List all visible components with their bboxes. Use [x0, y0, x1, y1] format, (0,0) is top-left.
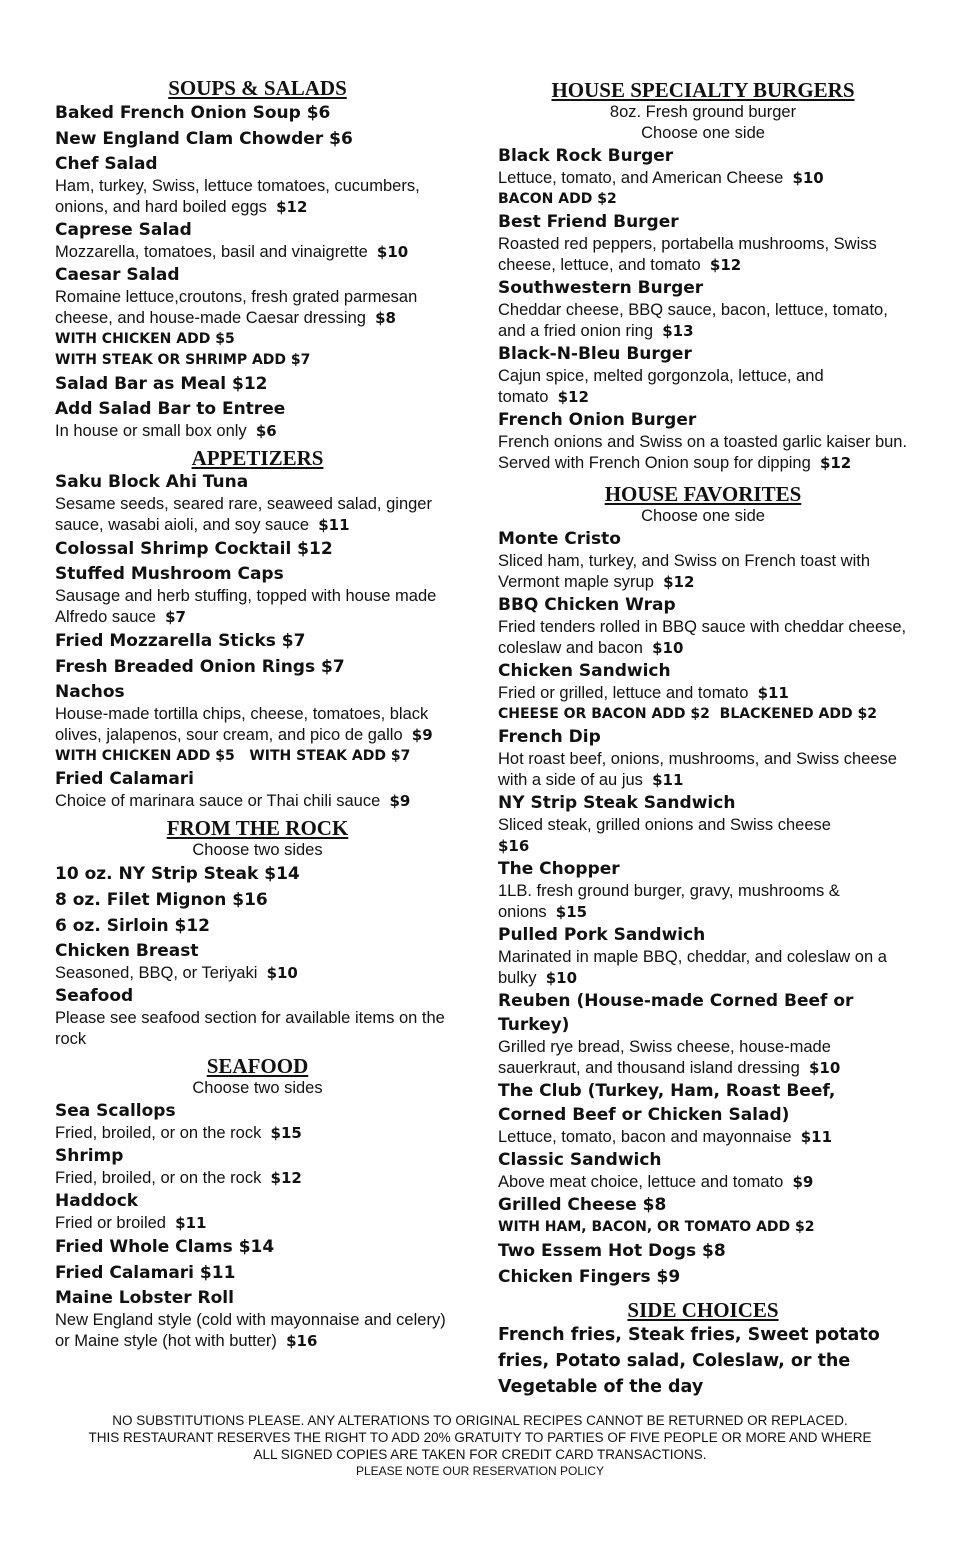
item-name: Chef Salad — [55, 154, 158, 174]
menu-item — [55, 218, 460, 263]
item-price: $9 — [389, 792, 411, 810]
menu-item — [55, 562, 460, 628]
section-from-the-rock — [55, 816, 460, 1050]
item-price: $7 — [165, 608, 186, 626]
menu-item: Fried Mozzarella Sticks $7 — [55, 631, 306, 651]
item-name: Best Friend Burger — [498, 212, 679, 232]
menu-item — [498, 527, 908, 593]
item-description: Above meat choice, lettuce and tomato $9 — [498, 1173, 814, 1191]
menu-item — [55, 939, 460, 984]
menu-item — [55, 1286, 460, 1352]
addon-note: CHEESE OR BACON ADD $2 BLACKENED ADD $2 — [498, 706, 877, 722]
item-description: 1LB. fresh ground burger, gravy, mushrooms & onions $15 — [498, 882, 840, 921]
item-name: BBQ Chicken Wrap — [498, 595, 676, 615]
footer-line: THIS RESTAURANT RESERVES THE RIGHT TO ADD 20% GRATUITY TO PARTIES OF FIVE PEOPLE OR MORE AND WHERE ALL SIGNED COPIES ARE TAKEN FOR CREDIT CARD TRANSACTIONS. — [88, 1430, 872, 1462]
menu-item — [498, 659, 908, 725]
item-name: The Chopper — [498, 859, 620, 879]
item-price: $9 — [792, 1173, 814, 1191]
item-price: $8 — [375, 309, 396, 327]
item-name: Fried Calamari — [55, 769, 194, 789]
menu-item: Fried Calamari $11 — [55, 1263, 236, 1283]
menu-item — [498, 276, 908, 342]
addon-note: BACON ADD $2 — [498, 191, 617, 207]
item-description: Fried, broiled, or on the rock $12 — [55, 1169, 302, 1187]
menu-item — [498, 342, 908, 408]
menu-item — [55, 680, 460, 767]
section-title: SIDE CHOICES — [627, 1298, 779, 1322]
item-name: Chicken Breast — [55, 941, 199, 961]
item-price: $11 — [175, 1214, 207, 1232]
section-title: SOUPS & SALADS — [168, 76, 347, 100]
menu-item: New England Clam Chowder $6 — [55, 129, 353, 149]
item-name: Stuffed Mushroom Caps — [55, 564, 284, 584]
item-description: Romaine lettuce,croutons, fresh grated parmesan cheese, and house-made Caesar dressing $8 — [55, 288, 418, 327]
menu-item: Fresh Breaded Onion Rings $7 — [55, 657, 345, 677]
item-description: Ham, turkey, Swiss, lettuce tomatoes, cucumbers, onions, and hard boiled eggs $12 — [55, 177, 420, 216]
menu-item — [55, 1144, 460, 1189]
menu-item — [498, 1079, 908, 1148]
menu-item — [498, 857, 908, 923]
menu-item: 6 oz. Sirloin $12 — [55, 916, 210, 936]
menu-item — [498, 408, 908, 474]
item-name: Add Salad Bar to Entree — [55, 399, 286, 419]
menu-item — [55, 263, 460, 371]
item-description: Lettuce, tomato, bacon and mayonnaise $11 — [498, 1128, 833, 1146]
addon-note: WITH HAM, BACON, OR TOMATO ADD $2 — [498, 1219, 815, 1235]
item-price: $10 — [376, 243, 409, 261]
item-description: Choice of marinara sauce or Thai chili sauce $9 — [55, 792, 411, 810]
section-title: HOUSE FAVORITES — [604, 482, 802, 506]
item-description: Lettuce, tomato, and American Cheese $10 — [498, 169, 824, 187]
item-name: Black Rock Burger — [498, 146, 674, 166]
item-price: $12 — [557, 388, 589, 406]
addon-note: WITH STEAK OR SHRIMP ADD $7 — [55, 352, 311, 368]
menu-item: Colossal Shrimp Cocktail $12 — [55, 539, 333, 559]
item-description: New England style (cold with mayonnaise and celery) or Maine style (hot with butter) $16 — [55, 1311, 446, 1350]
item-description: French onions and Swiss on a toasted garlic kaiser bun. Served with French Onion soup for dipping $12 — [498, 433, 908, 472]
item-price: $10 — [792, 169, 824, 187]
item-description: Seasoned, BBQ, or Teriyaki $10 — [55, 964, 298, 982]
item-price: $12 — [709, 256, 742, 274]
item-price: $11 — [800, 1128, 833, 1146]
addon-note: WITH CHICKEN ADD $5 — [55, 331, 235, 347]
item-name: Southwestern Burger — [498, 278, 704, 298]
item-price: $10 — [652, 639, 684, 657]
item-price: $13 — [662, 322, 694, 340]
menu-item — [55, 397, 460, 442]
addon-note: WITH CHICKEN ADD $5 WITH STEAK ADD $7 — [55, 748, 411, 764]
item-name: Chicken Sandwich — [498, 661, 671, 681]
menu-item — [498, 923, 908, 989]
item-name: Shrimp — [55, 1146, 124, 1166]
item-name: Maine Lobster Roll — [55, 1288, 234, 1308]
menu-item — [498, 725, 908, 791]
item-description: Fried or broiled $11 — [55, 1214, 207, 1232]
section-title: FROM THE ROCK — [166, 816, 349, 840]
item-description: Please see seafood section for available items on the rock — [55, 1009, 445, 1048]
menu-item: Fried Whole Clams $14 — [55, 1237, 275, 1257]
item-description: Fried tenders rolled in BBQ sauce with cheddar cheese, coleslaw and bacon $10 — [498, 618, 907, 657]
menu-item: Two Essem Hot Dogs $8 — [498, 1241, 726, 1261]
item-description: Grilled rye bread, Swiss cheese, house-made sauerkraut, and thousand island dressing $10 — [498, 1038, 841, 1077]
menu-item: Baked French Onion Soup $6 — [55, 103, 331, 123]
item-price: $11 — [652, 771, 684, 789]
menu-item: 10 oz. NY Strip Steak $14 — [55, 864, 300, 884]
item-price: $16 — [498, 837, 530, 855]
section-seafood — [55, 1054, 460, 1352]
menu-item — [55, 767, 460, 812]
item-name: French Dip — [498, 727, 601, 747]
item-name: Pulled Pork Sandwich — [498, 925, 706, 945]
item-price: $6 — [255, 422, 277, 440]
section-subtitle: Choose two sides — [192, 841, 323, 859]
item-description: Fried, broiled, or on the rock $15 — [55, 1124, 302, 1142]
menu-item — [498, 593, 908, 659]
menu-item — [498, 144, 908, 210]
item-name: Caprese Salad — [55, 220, 192, 240]
item-price: $11 — [318, 516, 350, 534]
item-name: Black-N-Bleu Burger — [498, 344, 692, 364]
menu-item: Chicken Fingers $9 — [498, 1267, 681, 1287]
item-description: Cheddar cheese, BBQ sauce, bacon, lettuce, tomato, and a fried onion ring $13 — [498, 301, 888, 340]
section-subtitle: Choose two sides — [192, 1079, 323, 1097]
menu-item: Salad Bar as Meal $12 — [55, 374, 268, 394]
item-name: Caesar Salad — [55, 265, 180, 285]
item-name: Saku Block Ahi Tuna — [55, 472, 249, 492]
menu-item — [55, 470, 460, 536]
footer-notice — [0, 1412, 960, 1480]
item-description: Marinated in maple BBQ, cheddar, and coleslaw on a bulky $10 — [498, 948, 887, 987]
item-description: Sliced steak, grilled onions and Swiss cheese $16 — [498, 816, 831, 855]
item-price: $12 — [663, 573, 695, 591]
menu-item — [55, 152, 460, 218]
item-name: Haddock — [55, 1191, 139, 1211]
menu-item — [55, 1189, 460, 1234]
item-price: $15 — [270, 1124, 302, 1142]
right-column — [498, 78, 908, 1400]
item-description: Sausage and herb stuffing, topped with house made Alfredo sauce $7 — [55, 587, 437, 626]
item-description: Cajun spice, melted gorgonzola, lettuce, and tomato $12 — [498, 367, 824, 406]
item-description: Hot roast beef, onions, mushrooms, and Swiss cheese with a side of au jus $11 — [498, 750, 897, 789]
section-subtitle: Choose one side — [641, 507, 765, 525]
item-price: $10 — [266, 964, 298, 982]
menu-item: 8 oz. Filet Mignon $16 — [55, 890, 268, 910]
item-description: Mozzarella, tomatoes, basil and vinaigrette $10 — [55, 243, 409, 261]
item-description: Roasted red peppers, portabella mushrooms, Swiss cheese, lettuce, and tomato $12 — [498, 235, 877, 274]
section-subtitle: 8oz. Fresh ground burger — [609, 103, 797, 121]
item-name: Grilled Cheese $8 — [498, 1195, 667, 1215]
item-price: $12 — [819, 454, 852, 472]
item-description: Sesame seeds, seared rare, seaweed salad, ginger sauce, wasabi aioli, and soy sauce $11 — [55, 495, 432, 534]
menu-item — [498, 210, 908, 276]
item-name: Sea Scallops — [55, 1101, 176, 1121]
section-subtitle: Choose one side — [641, 124, 765, 142]
section-title: HOUSE SPECIALTY BURGERS — [551, 78, 855, 102]
item-price: $11 — [757, 684, 789, 702]
item-name: French Onion Burger — [498, 410, 697, 430]
section-side-choices — [498, 1298, 908, 1400]
section-soups-salads — [55, 76, 460, 442]
section-house-burgers — [498, 78, 908, 474]
left-column — [55, 76, 460, 1352]
item-name: Monte Cristo — [498, 529, 621, 549]
item-description: House-made tortilla chips, cheese, tomatoes, black olives, jalapenos, sour cream, and pico de gallo $9 — [55, 705, 433, 744]
item-price: $10 — [808, 1059, 841, 1077]
item-description: Sliced ham, turkey, and Swiss on French toast with Vermont maple syrup $12 — [498, 552, 871, 591]
menu-item — [498, 1193, 908, 1238]
section-house-favorites — [498, 482, 908, 1290]
item-description: Fried or grilled, lettuce and tomato $11 — [498, 684, 789, 702]
item-name: The Club (Turkey, Ham, Roast Beef, Corned Beef or Chicken Salad) — [498, 1081, 836, 1125]
menu-item — [55, 984, 460, 1050]
section-appetizers — [55, 446, 460, 812]
footer-line: NO SUBSTITUTIONS PLEASE. ANY ALTERATIONS TO ORIGINAL RECIPES CANNOT BE RETURNED OR REPLACED. — [112, 1413, 848, 1428]
item-name: Seafood — [55, 986, 134, 1006]
item-price: $10 — [545, 969, 578, 987]
item-price: $12 — [270, 1169, 302, 1187]
item-price: $12 — [276, 198, 308, 216]
side-choices-list: French fries, Steak fries, Sweet potato fries, Potato salad, Coleslaw, or the Vegetable of the day — [498, 1325, 880, 1397]
section-title: APPETIZERS — [191, 446, 324, 470]
menu-item — [498, 1148, 908, 1193]
item-name: Reuben (House-made Corned Beef or Turkey) — [498, 991, 854, 1035]
item-name: Classic Sandwich — [498, 1150, 662, 1170]
menu-item — [498, 791, 908, 857]
item-price: $9 — [411, 726, 433, 744]
item-name: Nachos — [55, 682, 125, 702]
menu-item — [55, 1099, 460, 1144]
menu-item — [498, 989, 908, 1079]
item-description: In house or small box only $6 — [55, 422, 277, 440]
footer-line: PLEASE NOTE OUR RESERVATION POLICY — [355, 1464, 605, 1478]
item-price: $16 — [286, 1332, 318, 1350]
item-name: NY Strip Steak Sandwich — [498, 793, 736, 813]
section-title: SEAFOOD — [206, 1054, 309, 1078]
item-price: $15 — [555, 903, 588, 921]
